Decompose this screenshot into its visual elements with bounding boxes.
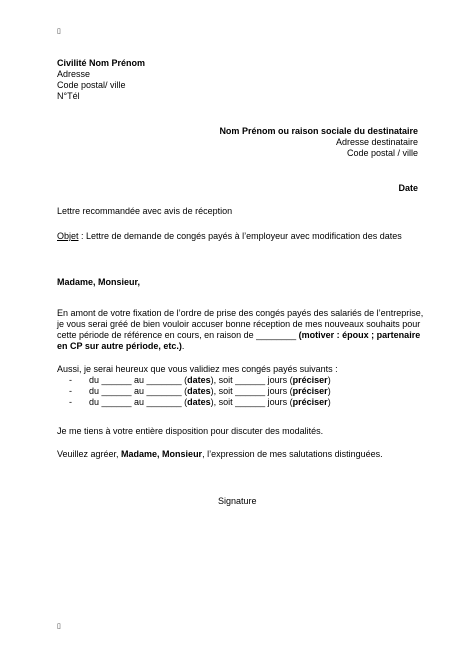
bottom-page-marker: ▯ (57, 623, 61, 630)
closing-paren: ) (327, 397, 331, 407)
paragraph-availability: Je me tiens à votre entière disposition pour discuter des modalités. (57, 426, 324, 436)
recipient-address: Adresse destinataire (335, 137, 418, 147)
signature-label: Signature (218, 496, 257, 506)
top-page-marker: ▯ (57, 28, 61, 35)
letter-date: Date (398, 183, 418, 193)
paragraph1-line3-start: cette période de référence en cours, en raison de ________ (57, 330, 299, 340)
paragraph-dates (57, 364, 419, 408)
paragraph1-line4-end: . (181, 341, 185, 351)
paragraph1-line3 (57, 330, 419, 341)
object-text: : Lettre de demande de congés payés à l’employeur avec modification des dates (78, 231, 402, 241)
paragraph1-line2: je vous serai gréé de bien vouloir accuser bonne réception de mes nouveaux souhaits pour (57, 319, 421, 329)
sender-postal: Code postal/ ville (57, 80, 126, 90)
paragraph1-line4 (57, 341, 419, 352)
closing-start: Veuillez agréer, (57, 449, 122, 459)
date-range-text: du ______ au _______ ( (89, 397, 188, 407)
paragraph-request (57, 308, 424, 352)
paragraph2-intro: Aussi, je serai heureux que vous validiez mes congés payés suivants : (57, 364, 338, 374)
specify-label: préciser (292, 397, 328, 407)
recipient-name: Nom Prénom ou raison sociale du destinataire (219, 126, 418, 136)
specify-label: préciser (292, 386, 328, 396)
recipient-postal: Code postal / ville (346, 148, 418, 158)
registered-mail-line: Lettre recommandée avec avis de réception (57, 206, 233, 216)
salutation: Madame, Monsieur, (57, 277, 141, 287)
object-label: Objet (57, 231, 79, 241)
dates-label: dates (187, 375, 211, 385)
list-item (57, 397, 419, 408)
closing-end: , l’expression de mes salutations distinguées. (202, 449, 383, 459)
paragraph1-line1: En amont de votre fixation de l’ordre de prise des congés payés des salariés de l’entreprise, (57, 308, 424, 318)
sender-address: Adresse (57, 69, 91, 79)
days-text: ), soit ______ jours ( (210, 397, 293, 407)
list-dash: - (69, 397, 72, 407)
closing-paren: ) (327, 386, 331, 396)
paragraph1-reason-cont: en CP sur autre période, etc.) (57, 341, 182, 351)
closing-paren: ) (327, 375, 331, 385)
list-item (57, 386, 419, 397)
dates-label: dates (187, 397, 211, 407)
date-range-text: du ______ au _______ ( (89, 375, 188, 385)
specify-label: préciser (292, 375, 328, 385)
list-item (57, 375, 419, 386)
closing-formula (57, 449, 383, 460)
recipient-block (219, 126, 418, 159)
list-item-text (89, 397, 331, 408)
list-item-text (89, 386, 331, 397)
list-item-text (89, 375, 331, 386)
list-dash: - (69, 386, 72, 396)
closing-addressee: Madame, Monsieur (121, 449, 203, 459)
sender-phone: N°Tél (57, 91, 80, 101)
sender-name: Civilité Nom Prénom (57, 58, 146, 68)
paragraph1-reason: (motiver : époux ; partenaire (298, 330, 421, 340)
sender-block (57, 58, 145, 102)
days-text: ), soit ______ jours ( (210, 386, 293, 396)
list-dash: - (69, 375, 72, 385)
dates-label: dates (187, 386, 211, 396)
date-range-text: du ______ au _______ ( (89, 386, 188, 396)
object-line (57, 231, 402, 242)
days-text: ), soit ______ jours ( (210, 375, 293, 385)
